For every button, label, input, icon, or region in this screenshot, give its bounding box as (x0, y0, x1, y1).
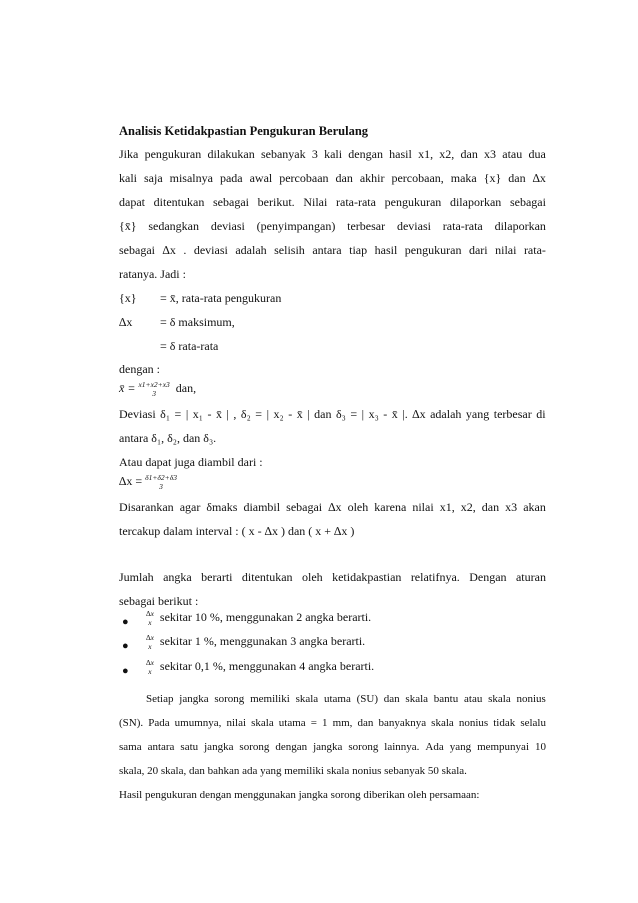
word: ∆x (412, 407, 426, 421)
word: x2, (460, 500, 476, 514)
word: ∆x (162, 243, 176, 257)
word: skala (431, 717, 454, 729)
word: = (255, 407, 263, 421)
word: di (536, 407, 546, 421)
bullet-2-text: sekitar 1 %, menggunakan 3 angka berarti. (159, 633, 366, 648)
paragraph-3-last-line: skala, 20 skala, dan bahkan ada yang memiliki skala nonius sebanyak 50 skala. (119, 765, 467, 777)
final-line: Hasil pengukuran dengan menggunakan jangka sorong diberikan oleh persamaan: (119, 789, 480, 801)
mean-formula (119, 380, 196, 398)
word: - (288, 407, 293, 421)
word: ditentukan (241, 570, 293, 584)
word: | (266, 407, 269, 421)
bullet-2-fraction (146, 633, 154, 651)
saran-line-1 (119, 500, 546, 514)
word: dan (481, 500, 500, 514)
word: banyaknya (378, 717, 427, 729)
word: dan (357, 717, 374, 729)
word: hasil (389, 147, 412, 161)
definition-dx-alt-value: = δ rata-rata (160, 339, 219, 353)
word: deviasi (396, 219, 431, 233)
word: sorong (239, 741, 270, 753)
word: nilai (495, 243, 517, 257)
mean-fraction-denominator: 3 (152, 389, 156, 398)
word: jangka (204, 741, 234, 753)
bullet-2-icon: ● (122, 640, 129, 652)
bullet-3-text: sekitar 0,1 %, menggunakan 4 angka berarti. (159, 658, 375, 673)
word: antara (147, 741, 175, 753)
dx-fraction-numerator: δ1+δ2+δ3 (145, 473, 177, 482)
word: umumnya, (174, 717, 222, 729)
word: antara (312, 243, 342, 257)
word: skala (405, 693, 429, 705)
word: oleh (301, 570, 323, 584)
word: memiliki (250, 693, 290, 705)
bullet-1-icon: ● (122, 616, 129, 628)
word: x1, (439, 500, 455, 514)
word: pengukuran (404, 243, 462, 257)
word: atau (502, 147, 523, 161)
word: sebagai (119, 243, 155, 257)
word: | (361, 407, 365, 421)
word: akan (523, 500, 546, 514)
word: utama (323, 693, 351, 705)
word: percobaan (279, 171, 329, 185)
word: dengan (275, 741, 308, 753)
word: 3 (311, 147, 318, 161)
paragraph-1-last-line: ratanya. Jadi : (119, 267, 186, 281)
word: hasil (374, 243, 398, 257)
word: x3 (505, 500, 518, 514)
word: sorong (214, 693, 245, 705)
word: dari (468, 243, 488, 257)
word: pada (219, 171, 243, 185)
word: dan (383, 693, 400, 705)
bullet-1-fraction (146, 609, 154, 627)
word: terbesar (493, 407, 532, 421)
bullet-2-item (146, 633, 365, 651)
word: δ₂ (240, 407, 251, 421)
word: Jumlah (119, 570, 154, 584)
bullet-3-icon: ● (122, 665, 129, 677)
word: dan (460, 147, 478, 161)
word: pengukuran (384, 195, 442, 209)
word: sebagai (213, 195, 249, 209)
bullet-3-numerator: ∆x (146, 658, 154, 667)
word: | (185, 407, 189, 421)
word: rata-rata (336, 195, 376, 209)
bullet-1-numerator: ∆x (146, 609, 154, 618)
bullet-3-fraction (146, 658, 154, 676)
word: Jika (119, 147, 139, 161)
word: dilakukan (207, 147, 255, 161)
word: ditentukan (153, 195, 205, 209)
word: rata- (523, 243, 546, 257)
word: Disarankan (119, 500, 174, 514)
word: saja (143, 171, 163, 185)
bullet-1-text: sekitar 10 %, menggunakan 2 angka berarti. (159, 609, 372, 624)
word: {x} (483, 171, 502, 185)
definition-dx-label: ∆x (119, 315, 133, 329)
deviation-line-1 (119, 407, 546, 421)
definition-mean-value: = x̄, rata-rata pengukuran (160, 291, 282, 305)
word: aturan (515, 570, 546, 584)
word: δmaks (206, 500, 238, 514)
dx-fraction-denominator: 3 (159, 482, 163, 491)
word: adalah (430, 407, 462, 421)
word: jangka (179, 693, 209, 705)
dx-formula-lhs: ∆x = (119, 473, 143, 488)
paragraph-3-line-2 (119, 716, 546, 730)
word: berarti (201, 570, 233, 584)
word: Ada (425, 741, 444, 753)
dengan-label: dengan : (119, 362, 160, 376)
word: |. (402, 407, 408, 421)
word: dapat (119, 195, 145, 209)
paragraph-1-line-3 (119, 195, 546, 209)
word: rata-rata (442, 219, 483, 233)
word: yang (465, 407, 490, 421)
word: mempunyai (477, 741, 529, 753)
word: , (233, 407, 237, 421)
word: oleh (347, 500, 369, 514)
word: bantu (433, 693, 459, 705)
section-title: Analisis Ketidakpastian Pengukuran Berulang (119, 124, 369, 138)
word: jangka (313, 741, 343, 753)
paragraph-3-line-3 (119, 740, 546, 754)
word: - (207, 407, 212, 421)
paragraph-1-line-1 (119, 147, 546, 161)
word: kali (324, 147, 343, 161)
word: selisih (274, 243, 305, 257)
word: Nilai (303, 195, 328, 209)
word: percobaan, (391, 171, 444, 185)
bullet-3-denominator: x (148, 667, 152, 676)
dx-formula (119, 473, 180, 491)
atau-line: Atau dapat juga diambil dari : (119, 455, 263, 469)
paragraph-1-line-4 (119, 219, 546, 233)
word: yang (449, 741, 472, 753)
word: {x̄} (119, 219, 137, 233)
word: dan (508, 171, 526, 185)
word: sedangkan (148, 219, 200, 233)
word: nonius (458, 717, 489, 729)
paragraph-3-line-1 (146, 692, 546, 706)
word: misalnya (169, 171, 213, 185)
bullet-2-denominator: x (148, 642, 152, 651)
word: - (383, 407, 388, 421)
word: dilaporkan (449, 195, 502, 209)
word: x₃ (368, 407, 379, 421)
word: = (310, 717, 317, 729)
word: awal (249, 171, 273, 185)
word: sebagai (286, 500, 323, 514)
word: (SN). (119, 717, 144, 729)
word: x1, (418, 147, 434, 161)
saran-line-2: tercakup dalam interval : ( x - ∆x ) dan ( x + ∆x ) (119, 524, 355, 538)
word: terbesar (347, 219, 386, 233)
word: 1 (322, 717, 328, 729)
word: (penyimpangan) (256, 219, 336, 233)
word: Deviasi (119, 407, 156, 421)
paragraph-1-line-2 (119, 171, 546, 185)
word: satu (180, 741, 199, 753)
word: (SU) (356, 693, 378, 705)
word: Dengan (469, 570, 507, 584)
definition-dx-value: = δ maksimum, (160, 315, 235, 329)
word: dengan (348, 147, 383, 161)
word: deviasi (193, 243, 228, 257)
word: deviasi (210, 219, 245, 233)
word: skala (251, 717, 274, 729)
word: ∆x (328, 500, 342, 514)
word: lainnya. (384, 741, 420, 753)
word: δ₃ (336, 407, 346, 421)
word: | (307, 407, 310, 421)
word: mm, (332, 717, 353, 729)
word: selalu (520, 717, 546, 729)
mean-formula-tail: dan, (175, 380, 197, 395)
word: agar (179, 500, 201, 514)
word: akhir (359, 171, 385, 185)
word: δ₁ (160, 407, 171, 421)
word: nilai (226, 717, 247, 729)
jumlah-line-2: sebagai berikut : (119, 594, 199, 608)
word: sorong (348, 741, 379, 753)
word: Setiap (146, 693, 174, 705)
word: adalah (235, 243, 267, 257)
mean-fraction-numerator: x1+x2+x3 (138, 380, 170, 389)
definition-mean-label: {x} (119, 291, 137, 305)
word: | (226, 407, 229, 421)
word: = (174, 407, 182, 421)
word: dan (314, 407, 332, 421)
word: x₂ (273, 407, 284, 421)
word: x̄ (215, 407, 222, 421)
mean-formula-lhs: x̄ = (119, 380, 136, 395)
word: nilai (412, 500, 434, 514)
word: sebanyak (260, 147, 306, 161)
bullet-2-numerator: ∆x (146, 633, 154, 642)
word: x₁ (192, 407, 203, 421)
word: sama (119, 741, 142, 753)
word: x3 (484, 147, 497, 161)
bullet-1-denominator: x (148, 618, 152, 627)
word: ∆x (532, 171, 546, 185)
word: diambil (243, 500, 281, 514)
word: tidak (493, 717, 516, 729)
word: sebagai (509, 195, 546, 209)
word: 10 (534, 741, 546, 753)
bullet-1-item (146, 609, 371, 627)
word: maka (450, 171, 477, 185)
word: dan (335, 171, 353, 185)
word: = (350, 407, 358, 421)
word: kali (119, 171, 137, 185)
word: angka (163, 570, 192, 584)
word: tiap (349, 243, 368, 257)
dx-fraction (145, 473, 177, 491)
bullet-3-item (146, 658, 374, 676)
word: atau (464, 693, 483, 705)
word: relatifnya. (410, 570, 460, 584)
word: berikut. (257, 195, 295, 209)
word: utama (278, 717, 306, 729)
deviation-line-2: antara δ₁, δ₂, dan δ₃. (119, 431, 217, 445)
word: x2, (439, 147, 455, 161)
word: nonius (516, 693, 546, 705)
word: . (183, 243, 187, 257)
word: Pada (148, 717, 170, 729)
mean-fraction (138, 380, 169, 398)
word: skala (488, 693, 511, 705)
word: x̄ (391, 407, 398, 421)
word: x̄ (296, 407, 303, 421)
jumlah-line-1 (119, 570, 546, 584)
word: dua (528, 147, 546, 161)
word: pengukuran (144, 147, 202, 161)
word: ketidakpastian (332, 570, 402, 584)
word: dilaporkan (494, 219, 546, 233)
paragraph-1-line-5 (119, 243, 546, 257)
word: karena (374, 500, 407, 514)
word: skala (295, 693, 319, 705)
